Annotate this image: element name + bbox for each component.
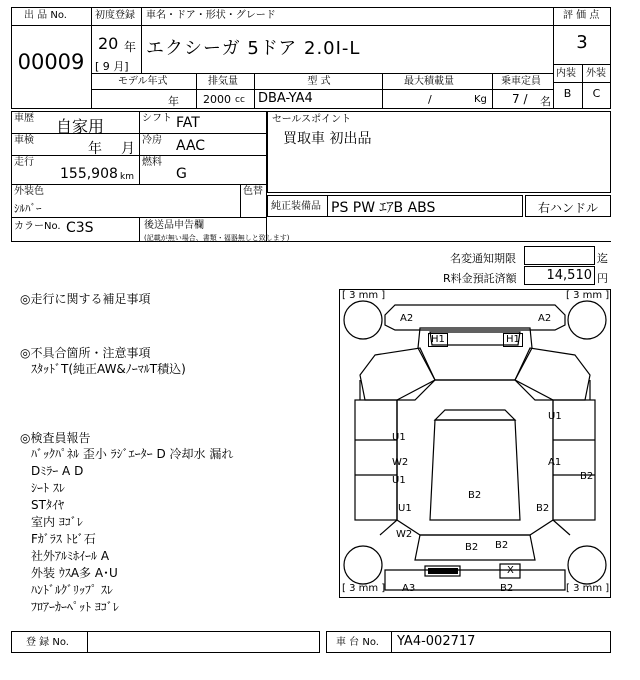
- shift-label: シフト: [142, 113, 172, 124]
- reg-year: 20: [98, 34, 119, 53]
- model-type: DBA-YA4: [258, 91, 313, 106]
- inspection-label: 車検: [14, 135, 34, 146]
- inspector-title: ◎検査員報告: [20, 431, 91, 445]
- color-no-label: カラーNo.: [14, 221, 61, 232]
- inspector-line: ｼｰﾄ ｽﾚ: [31, 481, 65, 495]
- defects-title: ◎不具合箇所・注意事項: [20, 346, 151, 360]
- inspection-year: 年: [88, 141, 102, 157]
- recycle-amount: 14,510: [546, 268, 592, 283]
- exterior-grade: C: [592, 87, 601, 100]
- inspector-line: Dﾐﾗｰ A D: [31, 464, 84, 478]
- chassis-label: 車 台 No.: [336, 637, 379, 648]
- damage-code: W2: [396, 529, 413, 540]
- lot-number: 00009: [17, 50, 85, 74]
- damage-code: H1: [503, 333, 523, 347]
- score: 3: [576, 32, 588, 53]
- color-label: 外装色: [14, 186, 44, 197]
- score-label: 評 価 点: [563, 10, 600, 21]
- car-diagram: [339, 289, 611, 598]
- damage-code: B2: [580, 471, 594, 482]
- fuel-label: 燃料: [142, 157, 162, 168]
- driving-title: ◎走行に関する補足事項: [20, 292, 151, 306]
- post-label: 後送品申告欄: [144, 220, 204, 231]
- damage-code: H1: [428, 333, 448, 347]
- interior-grade: B: [563, 87, 572, 100]
- displacement-unit: cc: [235, 95, 245, 105]
- inspector-line: 社外ｱﾙﾐﾎｲｰﾙ A: [31, 549, 110, 563]
- model-label: 車名・ドア・形状・グレード: [146, 10, 276, 21]
- fuel: G: [176, 166, 187, 182]
- ac-label: 冷房: [142, 135, 162, 146]
- color: ｼﾙﾊﾞｰ: [14, 202, 42, 215]
- reg-label: 初度登録: [95, 10, 135, 21]
- car-name: エクシーガ 5ドア 2.0I-L: [146, 38, 361, 59]
- tread-depth: [ 3 mm ]: [566, 290, 610, 301]
- capacity: 7 /: [512, 92, 528, 106]
- shift: FAT: [176, 115, 200, 131]
- name-change-value: [524, 246, 595, 265]
- damage-code: B2: [500, 583, 514, 594]
- name-change-label: 名変通知期限: [450, 252, 516, 265]
- name-change-unit: 迄: [597, 252, 608, 265]
- handle: 右ハンドル: [537, 201, 598, 215]
- color-no: C3S: [66, 220, 94, 236]
- inspector-line: 外装 ｳｽA多 A･U: [31, 566, 118, 580]
- recycle-label: R料金預託済額: [443, 272, 517, 285]
- model-year-unit: 年: [168, 95, 179, 108]
- history: 自家用: [56, 117, 105, 136]
- capacity-label: 乗車定員: [501, 76, 541, 87]
- damage-code: U1: [548, 411, 562, 422]
- year-unit: 年: [124, 40, 137, 54]
- reg-no-label: 登 録 No.: [26, 637, 69, 648]
- inspection-month: 月: [121, 141, 135, 157]
- max-load-label: 最大積載量: [404, 76, 454, 87]
- mileage: 155,908: [60, 166, 118, 182]
- inspector-line: Fｶﾞﾗｽ ﾄﾋﾞ石: [31, 532, 96, 546]
- post-note: (記載が無い場合、書類・福器無しと致します): [144, 234, 290, 242]
- damage-code: U1: [392, 432, 406, 443]
- tread-depth: [ 3 mm ]: [342, 290, 386, 301]
- max-load: /: [428, 93, 432, 106]
- load-unit: Kg: [474, 94, 487, 105]
- inspector-line: 室内 ﾖｺﾞﾚ: [31, 515, 83, 529]
- exterior-label: 外装: [586, 68, 606, 79]
- capacity-unit: 名: [540, 95, 551, 108]
- defect-line: ｽﾀｯﾄﾞT(純正AW&ﾉｰﾏﾙT積込): [31, 362, 186, 376]
- damage-code: A3: [402, 583, 416, 594]
- repaint-label: 色替: [243, 186, 263, 197]
- history-label: 車歴: [14, 113, 34, 124]
- damage-code: U1: [398, 503, 412, 514]
- tread-depth: [ 3 mm ]: [566, 583, 610, 594]
- inspector-line: ﾊﾝﾄﾞﾙｸﾞﾘｯﾌﾟ ｽﾚ: [31, 583, 113, 597]
- mileage-label: 走行: [14, 157, 34, 168]
- sales-label: セールスポイント: [272, 114, 352, 125]
- chassis-number: YA4-002717: [397, 634, 476, 649]
- recycle-unit: 円: [597, 272, 608, 285]
- lot-label: 出 品 No.: [24, 10, 67, 21]
- reg-month: [ 9 月]: [95, 60, 129, 73]
- equip-label: 純正装備品: [271, 201, 321, 212]
- inspector-line: ﾊﾞｯｸﾊﾟﾈﾙ 歪小 ﾗｼﾞｴｰﾀｰ D 冷却水 漏れ: [31, 447, 234, 461]
- ac: AAC: [176, 138, 206, 154]
- equipment: PS PW ｴｱB ABS: [331, 200, 436, 216]
- inspector-line: ﾌﾛｱｰｶｰﾍﾟｯﾄ ﾖｺﾞﾚ: [31, 600, 119, 614]
- damage-code: B2: [536, 503, 550, 514]
- tread-depth: [ 3 mm ]: [342, 583, 386, 594]
- damage-code: A2: [400, 313, 414, 324]
- damage-code: U1: [392, 475, 406, 486]
- type-label: 型 式: [307, 76, 331, 87]
- sales-text: 買取車 初出品: [283, 131, 372, 147]
- damage-code: B2: [468, 490, 482, 501]
- interior-label: 内装: [556, 68, 576, 79]
- mileage-unit: km: [120, 172, 134, 182]
- model-year-label: モデル年式: [118, 76, 168, 87]
- damage-code: X: [507, 565, 514, 576]
- damage-code: B2: [465, 542, 479, 553]
- displacement-label: 排気量: [208, 76, 238, 87]
- damage-code: B2: [495, 540, 509, 551]
- damage-code: A1: [548, 457, 562, 468]
- inspector-line: STﾀｲﾔ: [31, 498, 64, 512]
- damage-code: A2: [538, 313, 552, 324]
- displacement: 2000: [203, 93, 231, 106]
- damage-code: W2: [392, 457, 409, 468]
